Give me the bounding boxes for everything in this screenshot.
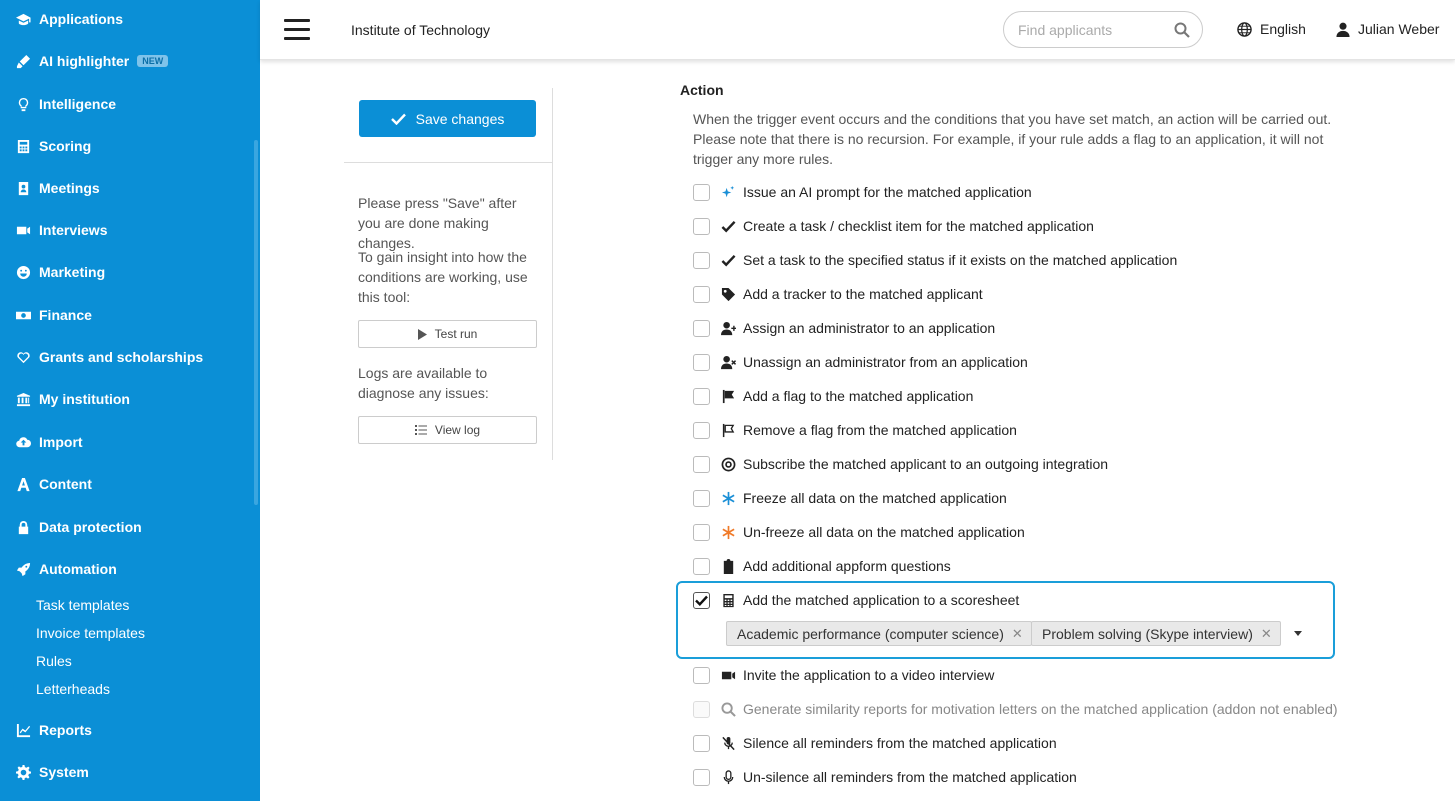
user-plus-icon xyxy=(720,320,736,336)
applicant-search xyxy=(1003,11,1203,48)
sidebar-item-reports[interactable] xyxy=(14,720,92,740)
rocket-icon xyxy=(14,561,32,577)
sidebar-item-intelligence[interactable] xyxy=(14,94,116,114)
sidebar-item-finance[interactable] xyxy=(14,305,92,325)
action-label: Silence all reminders from the matched application xyxy=(743,735,1057,751)
action-label: Add the matched application to a scoresheet xyxy=(743,592,1020,608)
sidebar-item-automation[interactable] xyxy=(14,559,117,579)
sidebar-item-label: My institution xyxy=(39,391,130,407)
snowflake-blue-icon xyxy=(720,490,736,506)
action-label: Add a flag to the matched application xyxy=(743,388,974,404)
sidebar-item-label: AI highlighter xyxy=(39,53,130,69)
clipboard-icon xyxy=(720,558,736,574)
action-label: Remove a flag from the matched application xyxy=(743,422,1017,438)
action-checkbox[interactable] xyxy=(693,422,710,439)
institution-icon xyxy=(14,391,32,407)
test-run-help-text: To gain insight into how the conditions are working, use this tool: xyxy=(358,249,528,305)
action-label: Create a task / checklist item for the matched application xyxy=(743,218,1094,234)
address-book-icon xyxy=(14,180,32,196)
remove-tag-icon[interactable]: ✕ xyxy=(1011,625,1023,641)
calculator-icon xyxy=(14,138,32,154)
action-checkbox[interactable] xyxy=(693,286,710,303)
action-option xyxy=(693,523,1025,541)
action-label: Generate similarity reports for motivation letters on the matched application (addon not enabled) xyxy=(743,701,1338,717)
search-icon xyxy=(720,701,736,717)
action-checkbox[interactable] xyxy=(693,558,710,575)
action-checkbox[interactable] xyxy=(693,667,710,684)
lightbulb-icon xyxy=(14,96,32,112)
user-times-icon xyxy=(720,354,736,370)
save-button-label: Save changes xyxy=(415,110,505,127)
sidebar-item-label: Scoring xyxy=(39,138,92,154)
action-checkbox[interactable] xyxy=(693,735,710,752)
action-checkbox[interactable] xyxy=(693,320,710,337)
chart-line-icon xyxy=(14,722,32,738)
logs-help-text: Logs are available to diagnose any issues: xyxy=(358,365,489,401)
cloud-upload-icon xyxy=(14,434,32,450)
action-checkbox[interactable] xyxy=(693,388,710,405)
check-icon xyxy=(720,252,736,268)
action-label: Set a task to the specified status if it exists on the matched application xyxy=(743,252,1178,268)
sidebar-item-system[interactable] xyxy=(14,762,89,782)
action-checkbox[interactable] xyxy=(693,252,710,269)
sidebar-item-label: Finance xyxy=(39,307,92,323)
divider xyxy=(344,162,552,163)
highlighter-icon xyxy=(14,53,32,69)
target-icon xyxy=(720,456,736,472)
action-label: Assign an administrator to an application xyxy=(743,320,996,336)
menu-toggle-icon[interactable] xyxy=(284,19,310,41)
action-option xyxy=(693,557,951,575)
action-option-disabled xyxy=(693,700,1338,718)
section-title: Action xyxy=(680,82,724,98)
action-checkbox[interactable] xyxy=(693,354,710,371)
search-input[interactable] xyxy=(1018,22,1168,38)
action-label: Un-freeze all data on the matched application xyxy=(743,524,1025,540)
scoresheet-tag xyxy=(726,621,1032,646)
sidebar-subitem-invoice-templates[interactable]: Invoice templates xyxy=(36,625,145,641)
action-option xyxy=(693,251,1177,269)
sidebar-item-import[interactable] xyxy=(14,432,83,452)
calculator-icon xyxy=(720,592,736,608)
action-label: Invite the application to a video interview xyxy=(743,667,995,683)
new-badge: NEW xyxy=(137,55,168,67)
action-label: Add additional appform questions xyxy=(743,558,951,574)
tag-icon xyxy=(720,286,736,302)
action-checkbox[interactable] xyxy=(693,218,710,235)
video-icon xyxy=(720,667,736,683)
save-help-text: Please press "Save" after you are done making changes. xyxy=(358,195,517,251)
action-option xyxy=(693,285,983,303)
top-bar xyxy=(260,0,1455,60)
language-selector[interactable] xyxy=(1237,21,1306,37)
graduation-cap-icon xyxy=(14,11,32,27)
play-icon xyxy=(418,329,427,340)
divider xyxy=(552,88,553,460)
sidebar-subitem-rules[interactable]: Rules xyxy=(36,653,72,669)
action-option xyxy=(693,489,1007,507)
sidebar-item-content[interactable] xyxy=(14,474,92,494)
sidebar-subitem-letterheads[interactable]: Letterheads xyxy=(36,681,110,697)
action-option xyxy=(693,666,994,684)
action-checkbox[interactable] xyxy=(693,184,710,201)
sidebar-item-scoring[interactable] xyxy=(14,136,91,156)
test-run-button[interactable] xyxy=(358,320,537,348)
sidebar-item-label: Grants and scholarships xyxy=(39,349,204,365)
sidebar-item-applications[interactable] xyxy=(14,9,123,29)
action-checkbox[interactable] xyxy=(693,524,710,541)
action-label: Subscribe the matched applicant to an outgoing integration xyxy=(743,456,1109,472)
sidebar-item-grants[interactable] xyxy=(14,347,203,367)
sidebar-item-data-protection[interactable] xyxy=(14,517,142,537)
sidebar-item-interviews[interactable] xyxy=(14,220,107,240)
action-option-selected xyxy=(693,591,1019,609)
sidebar-item-label: Data protection xyxy=(39,519,142,535)
sparkle-icon xyxy=(720,184,736,200)
sidebar-item-label: Automation xyxy=(39,561,117,577)
action-option xyxy=(693,734,1057,752)
action-option xyxy=(693,319,995,337)
user-icon xyxy=(1336,22,1350,37)
list-icon xyxy=(415,425,427,435)
tag-label: Academic performance (computer science) xyxy=(737,625,1004,642)
action-option xyxy=(693,387,973,405)
view-log-label: View log xyxy=(434,423,481,437)
sidebar-item-label: System xyxy=(39,764,89,780)
action-option xyxy=(693,217,1094,235)
test-run-label: Test run xyxy=(434,327,478,341)
check-icon xyxy=(720,218,736,234)
action-option xyxy=(693,353,1028,371)
search-icon[interactable] xyxy=(1174,22,1190,38)
action-option xyxy=(693,421,1017,439)
sidebar-item-label: Import xyxy=(39,434,83,450)
cog-icon xyxy=(14,764,32,780)
organization-name: Institute of Technology xyxy=(351,22,491,38)
language-label: English xyxy=(1260,21,1306,37)
action-checkbox[interactable] xyxy=(693,490,710,507)
microphone-slash-icon xyxy=(720,735,736,751)
sidebar xyxy=(0,0,260,801)
action-description: When the trigger event occurs and the conditions that you have set match, an action will be carried out. Please note that there is no recursion. For example, if your rule adds a flag to an application, it will not trigger any more rules. xyxy=(693,111,1332,167)
sidebar-item-label: Intelligence xyxy=(39,96,117,112)
view-log-button[interactable] xyxy=(358,416,537,444)
check-icon xyxy=(391,113,406,125)
action-label: Unassign an administrator from an application xyxy=(743,354,1028,370)
action-label: Freeze all data on the matched application xyxy=(743,490,1007,506)
sidebar-item-my-institution[interactable] xyxy=(14,389,130,409)
smile-icon xyxy=(14,264,32,280)
action-label: Un-silence all reminders from the matched application xyxy=(743,769,1077,785)
microphone-icon xyxy=(720,769,736,785)
action-checkbox-disabled xyxy=(693,701,710,718)
font-icon xyxy=(14,476,32,492)
action-option xyxy=(693,768,1077,786)
sidebar-item-meetings[interactable] xyxy=(14,178,100,198)
remove-tag-icon[interactable]: ✕ xyxy=(1260,625,1272,641)
scoresheet-tag xyxy=(1031,621,1281,646)
action-option xyxy=(693,455,1108,473)
action-checkbox[interactable] xyxy=(693,456,710,473)
globe-icon xyxy=(1237,22,1252,37)
action-option xyxy=(693,183,1032,201)
save-changes-button[interactable] xyxy=(359,100,536,137)
sidebar-scrollbar[interactable] xyxy=(254,140,258,505)
flag-solid-icon xyxy=(720,388,736,404)
action-label: Issue an AI prompt for the matched application xyxy=(743,184,1032,200)
sidebar-item-label: Applications xyxy=(39,11,124,27)
action-label: Add a tracker to the matched applicant xyxy=(743,286,983,302)
action-checkbox[interactable] xyxy=(693,769,710,786)
sidebar-item-ai-highlighter[interactable] xyxy=(14,51,168,71)
sidebar-item-label: Content xyxy=(39,476,92,492)
lock-icon xyxy=(14,519,32,535)
sidebar-item-label: Marketing xyxy=(39,264,106,280)
video-icon xyxy=(14,222,32,238)
money-bill-icon xyxy=(14,307,32,323)
user-menu[interactable] xyxy=(1336,21,1439,37)
sidebar-item-label: Interviews xyxy=(39,222,108,238)
sidebar-subitem-task-templates[interactable]: Task templates xyxy=(36,597,130,613)
user-name: Julian Weber xyxy=(1358,21,1440,37)
sidebar-item-label: Reports xyxy=(39,722,92,738)
heart-icon xyxy=(14,349,32,365)
tag-label: Problem solving (Skype interview) xyxy=(1042,625,1253,642)
snowflake-orange-icon xyxy=(720,524,736,540)
action-checkbox-checked[interactable] xyxy=(693,592,710,609)
chevron-down-icon[interactable] xyxy=(1294,631,1302,636)
sidebar-item-label: Meetings xyxy=(39,180,100,196)
sidebar-item-marketing[interactable] xyxy=(14,262,105,282)
flag-outline-icon xyxy=(720,422,736,438)
